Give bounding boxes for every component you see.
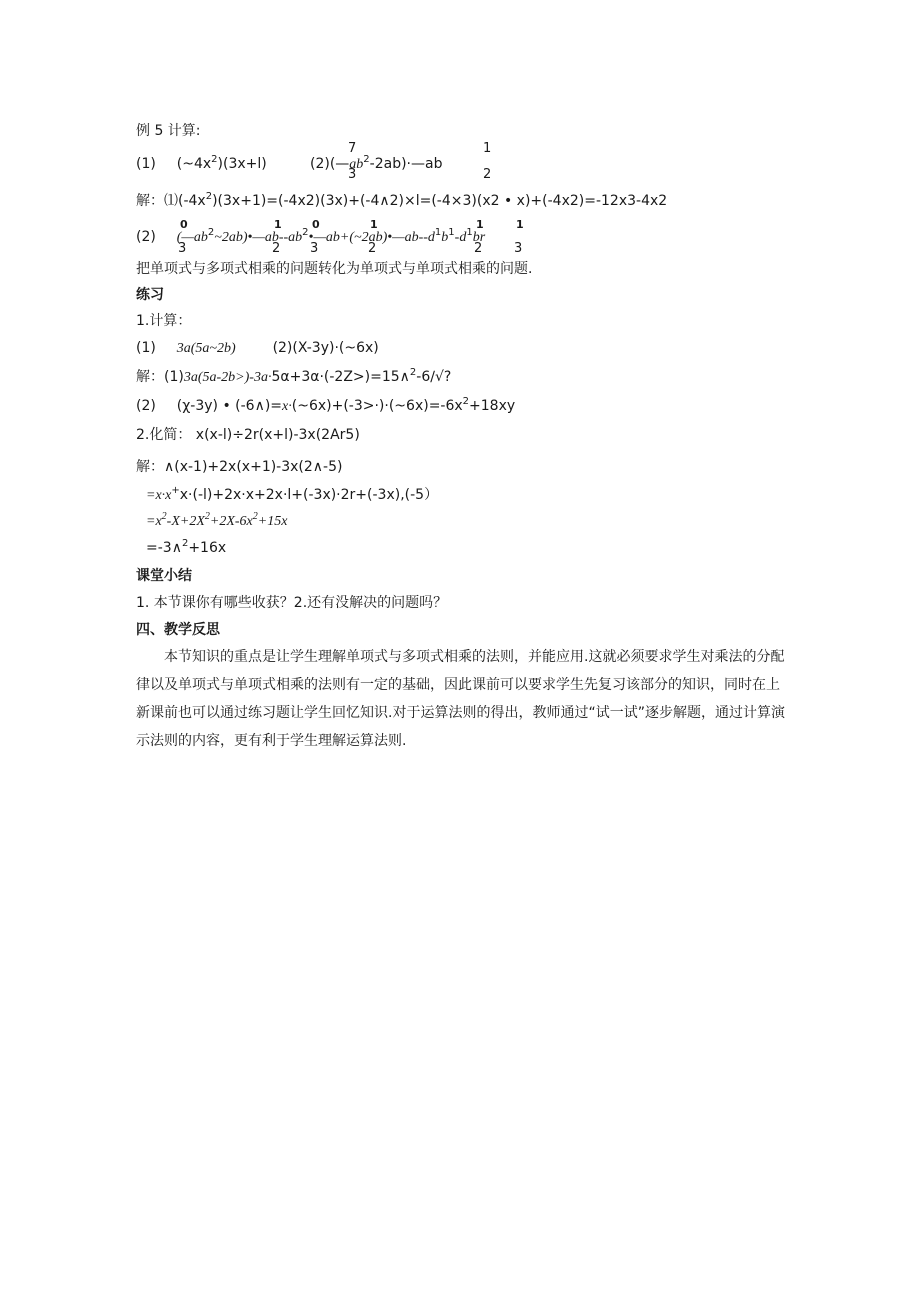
solution-2-num-2: 0 xyxy=(312,218,320,231)
answer-2-expr: (χ-3y) • (-6∧)= xyxy=(176,398,283,414)
solution-1-rest: )(3x+1)=(-4x2)(3x)+(-4∧2)×l=(-4×3)(x2 • x)+(-4x2)=-12x3-4x2 xyxy=(212,193,668,209)
solution-2-num-1: 1 xyxy=(274,218,282,231)
solution-2-num-3: 1 xyxy=(370,218,378,231)
answer-1-end: -6∕√? xyxy=(416,369,452,385)
practice-q1-a: 3a(5a~2b) xyxy=(176,341,236,356)
solution-2-expr: (—ab xyxy=(176,230,208,245)
solution-2-rest: ~2ab)•—ab--ab xyxy=(214,230,303,245)
summary-text: 1. 本节课你有哪些收获？2.还有没解决的问题吗？ xyxy=(136,595,448,611)
problem-2-rest: -2ab)·—ab xyxy=(369,156,443,172)
step-3-end: +15x xyxy=(257,514,288,529)
practice-q1 xyxy=(136,339,379,358)
solution-2-sup2: 2 xyxy=(302,227,309,238)
step-3-mid: -X+2X xyxy=(166,514,205,529)
problem-2-mid: ab xyxy=(349,157,364,172)
simplify-step-1: 解：∧(x-1)+2x(x+1)-3x(2∧-5) xyxy=(136,459,343,475)
example-problem-1 xyxy=(136,155,267,175)
example-problem-2 xyxy=(310,155,442,175)
solution-2-den-4: 2 xyxy=(474,241,483,256)
solution-2-den-5: 3 xyxy=(514,241,523,256)
answer-2-sup: 2 xyxy=(462,396,470,407)
solution-2-tail3: br xyxy=(472,230,486,245)
answer-2-label: (2) xyxy=(136,398,156,414)
solution-2-sup-a: 1 xyxy=(434,227,442,238)
solution-2-rest2: •—ab+(~2ab)•—ab--d xyxy=(308,230,435,245)
step-4-sup: 2 xyxy=(181,538,189,549)
practice-q1-b: (2)(X-3y)·(~6x) xyxy=(272,340,379,356)
answer-2-ital: x· xyxy=(282,399,292,414)
simplify-step-3 xyxy=(146,513,287,532)
solution-2-num-4: 1 xyxy=(476,218,484,231)
step-2-sup: + xyxy=(171,485,180,496)
step-3-sup3: 2 xyxy=(252,511,258,522)
problem-1-expr: (~4x xyxy=(176,156,212,172)
problem-1-label: (1) xyxy=(136,156,156,172)
solution-2-den-0: 3 xyxy=(178,241,187,256)
solution-2-num-5: 1 xyxy=(516,218,524,231)
answer-1-prefix: 解：(1) xyxy=(136,369,184,385)
step-3-sup2: 2 xyxy=(204,511,210,522)
problem-1-rest: )(3x+l) xyxy=(217,156,267,172)
solution-2-den-1: 2 xyxy=(272,241,281,256)
problem-2-sup: 2 xyxy=(363,154,370,165)
practice-heading: 练习 xyxy=(136,287,164,303)
solution-2-den-3: 2 xyxy=(368,241,377,256)
simplify-step-2 xyxy=(146,486,438,506)
answer-1-sup: 2 xyxy=(409,367,417,378)
simplify-step-4 xyxy=(146,539,226,559)
solution-line-2 xyxy=(136,228,485,248)
practice-q1-label: (1) xyxy=(136,340,156,356)
answer-2-rest: (~6x)+(-3>·)·(~6x)=-6x xyxy=(291,398,463,414)
step-3-mid2: +2X-6x xyxy=(209,514,253,529)
problem-2-den2: 2 xyxy=(483,167,492,182)
problem-2-den1: 3 xyxy=(348,167,357,182)
problem-2-num2: 1 xyxy=(483,141,492,156)
example-title: 例 5 计算: xyxy=(136,123,201,139)
practice-answer-1 xyxy=(136,368,451,388)
solution-2-tail2: -d xyxy=(454,230,467,245)
reflection-heading: 四、教学反思 xyxy=(136,622,220,638)
solution-line-1 xyxy=(136,192,667,212)
answer-2-end: +18xy xyxy=(469,398,516,414)
solution-2-sup-c: 1 xyxy=(466,227,473,238)
step-4-end: +16x xyxy=(188,540,227,556)
solution-2-den-2: 3 xyxy=(310,241,319,256)
solution-2-label: (2) xyxy=(136,229,156,245)
step-2-start: =x·x xyxy=(146,488,172,503)
solution-2-sup: 2 xyxy=(207,227,215,238)
step-3-sup: 2 xyxy=(161,511,167,522)
problem-2-num1: 7 xyxy=(348,141,357,156)
step-2-rest: x·(-l)+2x·x+2x·l+(-3x)·2r+(-3x),(-5） xyxy=(179,487,439,503)
solution-1-sup: 2 xyxy=(205,191,213,202)
summary-heading: 课堂小结 xyxy=(136,568,192,584)
step-4-start: =-3∧ xyxy=(146,540,182,556)
solution-2-sup-b: 1 xyxy=(448,227,455,238)
practice-answer-2 xyxy=(136,397,515,417)
reflection-text: 本节知识的重点是让学生理解单项式与多项式相乘的法则，并能应用.这就必须要求学生对乘法的分配律以及单项式与单项式相乘的法则有一定的基础，因此课前可以要求学生先复习该部分的知识，同时在上新课前也可以通过练习题让学生回忆知识.对于运算法则的得出，教师通过“试一试”逐步解题，通过计算演示法则的内容，更有利于学生理解运算法则. xyxy=(136,649,785,749)
solution-2-tail: b xyxy=(441,230,449,245)
practice-q2: 2.化简： x(x-l)÷2r(x+l)-3x(2Ar5) xyxy=(136,427,360,443)
answer-1-ital: 3a(5a-2b>)-3a· xyxy=(183,370,272,385)
practice-q1-title: 1.计算： xyxy=(136,313,192,329)
answer-1-rest: 5α+3α·(-2Z>)=15∧ xyxy=(271,369,410,385)
solution-conclusion: 把单项式与多项式相乘的问题转化为单项式与单项式相乘的问题. xyxy=(136,261,533,277)
solution-1-prefix: 解：⑴(-4x xyxy=(136,193,206,209)
problem-2-label: (2)(— xyxy=(310,156,350,172)
step-3-start: =x xyxy=(146,514,162,529)
solution-2-num-0: 0 xyxy=(180,218,188,231)
problem-1-sup: 2 xyxy=(211,154,218,165)
